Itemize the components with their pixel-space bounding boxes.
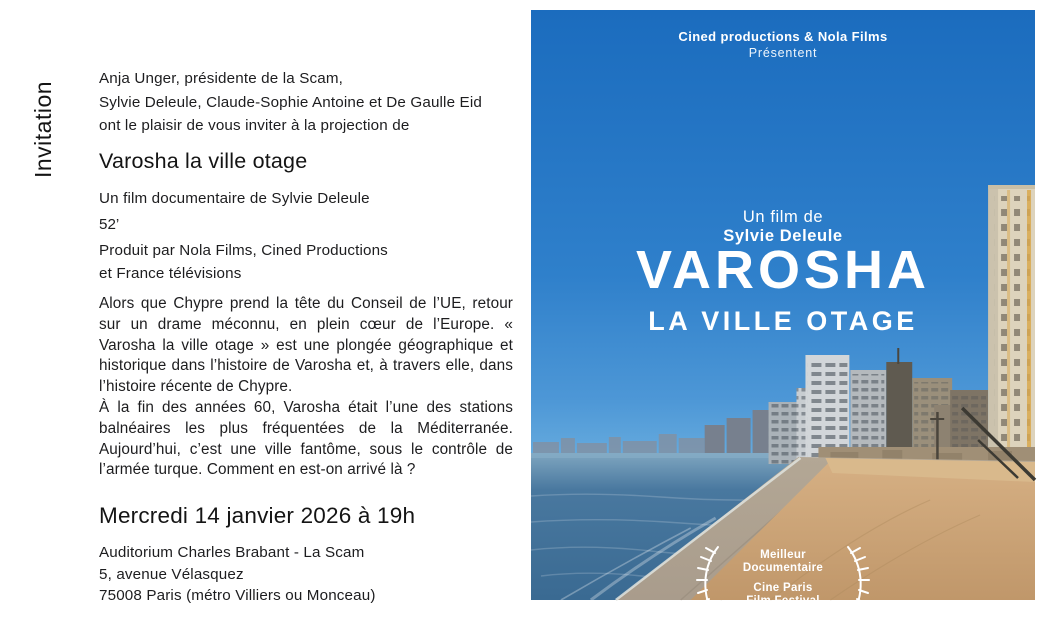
venue-block <box>99 542 376 607</box>
award-line: Cine Paris <box>753 582 813 594</box>
poster-director-name: Sylvie Deleule <box>723 227 843 245</box>
poster-title-main: VAROSHA <box>635 240 931 300</box>
synopsis-paragraph-2: À la fin des années 60, Varosha était l’une des stations balnéaires les plus fréquentées de la Méditerranée. Aujourd’hui, c’est une ville fantôme, sous le contrôle de l’armée turque. Comment en est-on arrivé là ? <box>99 399 513 479</box>
film-poster <box>531 10 1035 607</box>
event-date: Mercredi 14 janvier 2026 à 19h <box>99 503 416 528</box>
venue-line: 5, avenue Vélasquez <box>99 565 244 583</box>
intro-block <box>99 67 482 138</box>
poster-byline-prefix: Un film de <box>742 208 824 226</box>
laurel-right-icon <box>844 543 870 617</box>
film-duration: 52’ <box>99 216 120 233</box>
poster-presents: Présentent <box>748 46 818 60</box>
award-line: Documentaire <box>742 562 824 574</box>
production-line: Produit par Nola Films, Cined Productions <box>99 242 388 259</box>
award-line: Meilleur <box>760 549 806 561</box>
laurel-left-icon <box>696 543 722 617</box>
venue-line: 75008 Paris (métro Villiers ou Monceau) <box>99 587 376 604</box>
film-title: Varosha la ville otage <box>99 149 308 173</box>
film-byline: Un film documentaire de Sylvie Deleule <box>99 190 370 207</box>
invitation-vertical-label: Invitation <box>30 80 56 178</box>
intro-line: Anja Unger, présidente de la Scam, <box>99 70 344 87</box>
poster-photo-scene <box>531 10 1035 600</box>
synopsis-paragraph-1: Alors que Chypre prend la tête du Conseil de l’UE, retour sur un drame méconnu, en plein cœur de l’Europe. « Varosha la ville otage » est une plongée géographique et historique dans l’histoire de Varosha et, à travers elle, dans l’histoire récente de Chypre. <box>99 295 513 396</box>
production-block <box>99 240 388 285</box>
award-text <box>722 549 844 608</box>
intro-line: Sylvie Deleule, Claude-Sophie Antoine et De Gaulle Eid <box>99 93 482 111</box>
poster-title-subtitle: LA VILLE OTAGE <box>648 306 918 336</box>
production-line: et France télévisions <box>99 264 242 282</box>
venue-line: Auditorium Charles Brabant - La Scam <box>99 544 365 561</box>
poster-production-credit: Cined productions & Nola Films <box>678 29 888 44</box>
award-line: Film Festival <box>746 595 820 607</box>
intro-line: ont le plaisir de vous inviter à la projection de <box>99 117 410 134</box>
